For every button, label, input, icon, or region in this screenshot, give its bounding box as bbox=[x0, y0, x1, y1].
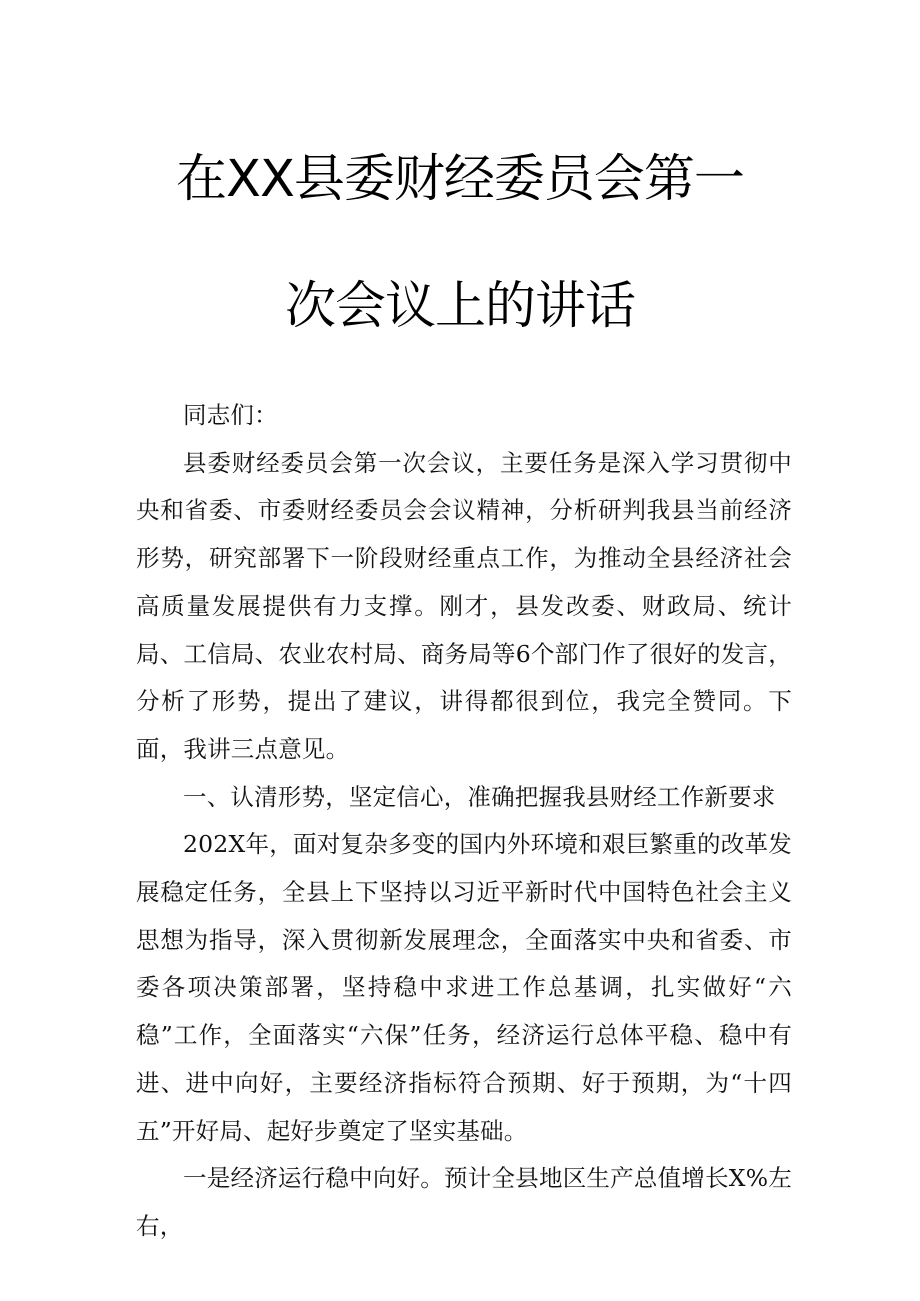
document-title-line-2: 次会议上的讲话 bbox=[284, 277, 635, 336]
document-title-line-1: 在XX县委财经委员会第一 bbox=[176, 150, 744, 209]
section-heading-1: 一、认清形势，坚定信心，准确把握我县财经工作新要求 bbox=[183, 782, 776, 811]
body-paragraph-point-1: 一是经济运行稳中向好。预计全县地区生产总值增长X%左右， bbox=[136, 1164, 792, 1240]
salutation: 同志们： bbox=[183, 401, 278, 429]
body-paragraph-intro: 县委财经委员会第一次会议，主要任务是深入学习贯彻中央和省委、市委财经委员会会议精神，分析研判我县当前经济形势，研究部署下一阶段财经重点工作，为推动全县经济社会高质量发展提供有力支撑。刚才，县发改委、财政局、统计局、工信局、农业农村局、商务局等6个部门作了很好的发言，分析了形势，提出了建议，讲得都很到位，我完全赞同。下面，我讲三点意见。 bbox=[136, 448, 792, 763]
document-body bbox=[136, 392, 792, 1251]
body-paragraph-review: 202X年，面对复杂多变的国内外环境和艰巨繁重的改革发展稳定任务，全县上下坚持以习近平新时代中国特色社会主义思想为指导，深入贯彻新发展理念，全面落实中央和省委、市委各项决策部署，坚持稳中求进工作总基调，扎实做好“六稳”工作，全面落实“六保”任务，经济运行总体平稳、稳中有进、进中向好，主要经济指标符合预期、好于预期，为“十四五”开好局、起好步奠定了坚实基础。 bbox=[136, 830, 792, 1145]
